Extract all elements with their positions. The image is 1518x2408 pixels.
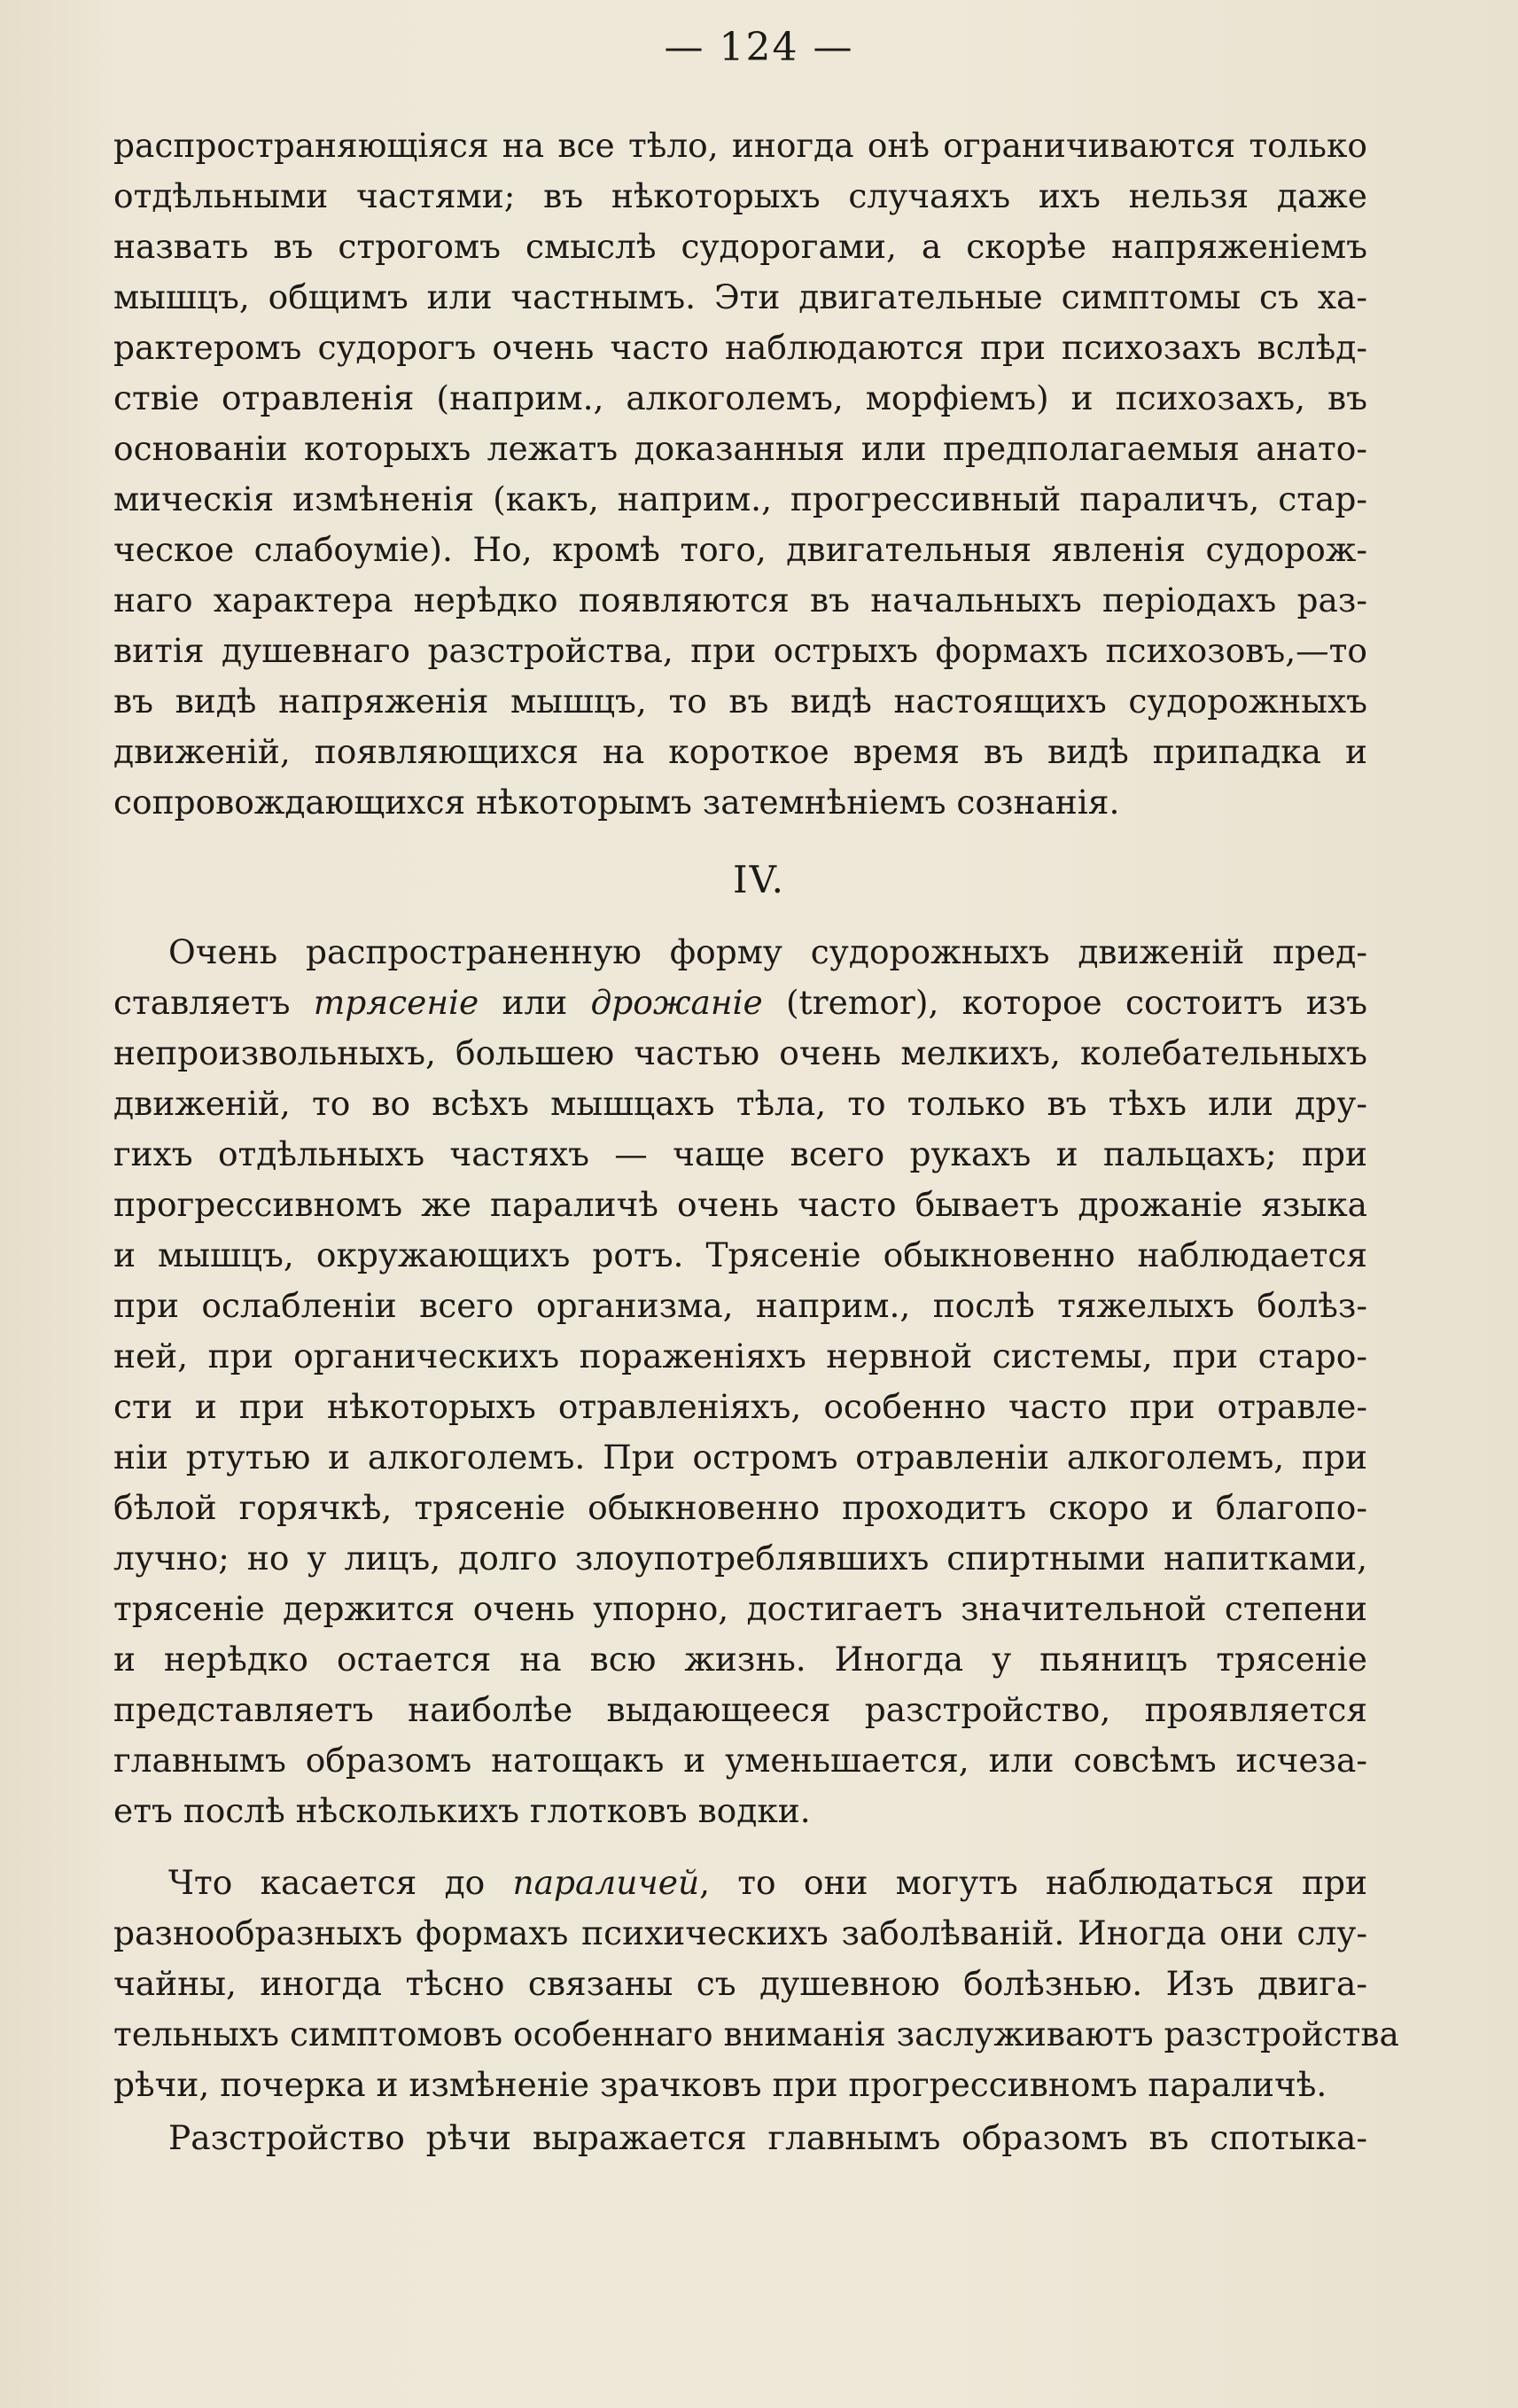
text-line: гихъ отдѣльныхъ частяхъ — чаще всего рукахъ и пальцахъ; при	[113, 1134, 1367, 1173]
text-line: прогрессивномъ же параличѣ очень часто бываетъ дрожаніе языка	[113, 1185, 1367, 1224]
text-line: и мышцъ, окружающихъ ротъ. Трясеніе обыкновенно наблюдается	[113, 1235, 1367, 1274]
section-heading: IV.	[733, 858, 785, 901]
text-line: и нерѣдко остается на всю жизнь. Иногда у пьяницъ трясеніе	[113, 1640, 1367, 1679]
text-line: непроизвольныхъ, большею частью очень мелкихъ, колебательныхъ	[113, 1033, 1367, 1072]
text-line: движеній, появляющихся на короткое время въ видѣ припадка и	[113, 732, 1367, 771]
text-line: распространяющіяся на все тѣло, иногда онѣ ограничиваются только	[113, 126, 1367, 165]
text-line	[113, 1858, 1367, 1908]
text-line: ней, при органическихъ пораженіяхъ нервной системы, при старо-	[113, 1336, 1367, 1375]
text-line: бѣлой горячкѣ, трясеніе обыкновенно проходитъ скоро и благопо-	[113, 1488, 1367, 1527]
text-span: ставляетъ	[113, 983, 314, 1022]
text-line: основаніи которыхъ лежатъ доказанныя или предполагаемыя анато-	[113, 429, 1367, 468]
text-span: Что касается до	[168, 1863, 513, 1902]
text-line: Очень распространенную форму судорожныхъ движеній пред-	[168, 932, 1367, 971]
text-line	[113, 978, 1367, 1028]
text-line: рѣчи, почерка и измѣненіе зрачковъ при прогрессивномъ параличѣ.	[113, 2065, 1327, 2104]
text-line: наго характера нерѣдко появляются въ начальныхъ періодахъ раз-	[113, 581, 1367, 620]
paragraph-continued	[113, 121, 1367, 828]
text-line: сти и при нѣкоторыхъ отравленіяхъ, особенно часто при отравле-	[113, 1387, 1367, 1426]
paragraph-3	[113, 1858, 1399, 2110]
italic-term-tremor-1: трясеніе	[313, 983, 479, 1022]
text-line: разнообразныхъ формахъ психическихъ заболѣваній. Иногда они слу-	[113, 1913, 1367, 1952]
text-span: (tremor), которое состоитъ изъ	[762, 983, 1368, 1022]
text-line: трясеніе держится очень упорно, достигаетъ значительной степени	[113, 1589, 1367, 1628]
text-line: ческое слабоуміе). Но, кромѣ того, двигательныя явленія судорож-	[113, 530, 1367, 569]
italic-term-tremor-2: дрожаніе	[590, 983, 763, 1022]
text-line: тельныхъ симптомовъ особеннаго вниманія заслуживаютъ разстройства	[113, 2014, 1399, 2053]
text-span: или	[479, 983, 591, 1022]
paragraph-4	[113, 2113, 1367, 2163]
paragraph-block-2	[113, 927, 1367, 1836]
text-line: мическія измѣненія (какъ, наприм., прогрессивный параличъ, стар-	[113, 479, 1367, 518]
text-line: етъ послѣ нѣсколькихъ глотковъ водки.	[113, 1791, 811, 1830]
italic-term-paralysis: параличей	[512, 1863, 700, 1902]
text-line: чайны, иногда тѣсно связаны съ душевною болѣзнью. Изъ двига-	[113, 1964, 1367, 2003]
page-number: — 124 —	[664, 25, 854, 70]
text-line: отдѣльными частями; въ нѣкоторыхъ случаяхъ ихъ нельзя даже	[113, 176, 1367, 215]
paragraph-block-4	[113, 2113, 1367, 2163]
text-line: назвать въ строгомъ смыслѣ судорогами, а скорѣе напряженіемъ	[113, 227, 1367, 266]
text-line: движеній, то во всѣхъ мышцахъ тѣла, то только въ тѣхъ или дру-	[113, 1084, 1367, 1123]
text-line: рактеромъ судорогъ очень часто наблюдаются при психозахъ вслѣд-	[113, 328, 1367, 367]
text-line: сопровождающихся нѣкоторымъ затемнѣніемъ сознанія.	[113, 783, 1120, 822]
text-line: витія душевнаго разстройства, при острыхъ формахъ психозовъ,—то	[113, 631, 1367, 670]
text-line: при ослабленіи всего организма, наприм., послѣ тяжелыхъ болѣз-	[113, 1286, 1367, 1325]
text-line: главнымъ образомъ натощакъ и уменьшается, или совсѣмъ исчеза-	[113, 1741, 1367, 1780]
text-line: Разстройство рѣчи выражается главнымъ образомъ въ спотыка-	[168, 2118, 1367, 2157]
text-line: въ видѣ напряженія мышцъ, то въ видѣ настоящихъ судорожныхъ	[113, 682, 1367, 721]
text-span: , то они могутъ наблюдаться при	[699, 1863, 1367, 1902]
text-line: представляетъ наиболѣе выдающееся разстройство, проявляется	[113, 1690, 1367, 1729]
text-line: лучно; но у лицъ, долго злоупотреблявшихъ спиртными напитками,	[113, 1539, 1367, 1578]
paragraph-1	[113, 121, 1367, 828]
text-line: ствіе отравленія (наприм., алкоголемъ, морфіемъ) и психозахъ, въ	[113, 378, 1367, 417]
paragraph-block-3	[113, 1858, 1399, 2110]
paragraph-2	[113, 927, 1367, 1836]
text-line: ніи ртутью и алкоголемъ. При остромъ отравленіи алкоголемъ, при	[113, 1438, 1367, 1477]
text-line: мышцъ, общимъ или частнымъ. Эти двигательные симптомы съ ха-	[113, 277, 1367, 316]
